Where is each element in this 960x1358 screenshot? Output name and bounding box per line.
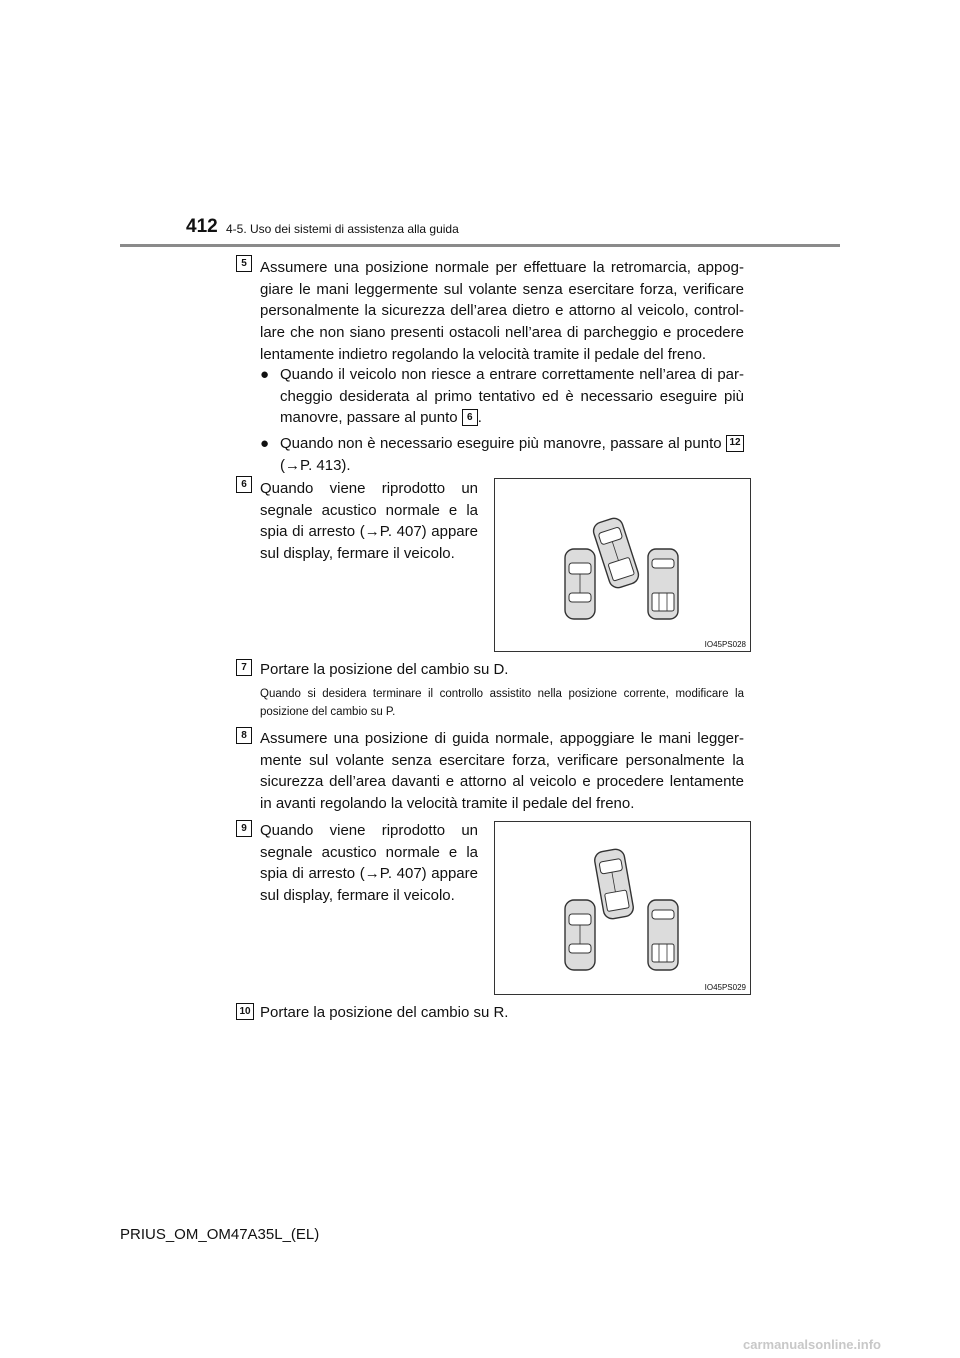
step-5-text: Assumere una posizione normale per effettuare la retromarcia, appoggiare le mani leggermente sul volante senza esercitare forza, verificare personalmente la sicurezza dell’area dietro e attorno al veicolo, controllare che non siano presenti ostacoli nell’area di parcheggio e procedere lentamente indietro regolando la velocità tramite il pedale del freno. (260, 259, 744, 363)
step-ref-6[interactable]: 6 (462, 409, 478, 426)
section-title: 4-5. Uso dei sistemi di assistenza alla guida (226, 222, 459, 236)
bullet-1-text: Quando il veicolo non riesce a entrare correttamente nell’area di parcheggio desiderata al primo tentativo ed è necessario eseguire più manovre, passare al punto (280, 366, 744, 427)
watermark: carmanualsonline.info (743, 1337, 881, 1352)
figure-code: IO45PS029 (704, 983, 746, 992)
step-badge-8: 8 (236, 727, 252, 744)
parked-car-right-icon (648, 549, 678, 619)
step-5-bullets (260, 364, 744, 477)
step-badge-6: 6 (236, 476, 252, 493)
bullet-2-end: (→P. 413). (280, 456, 351, 474)
step-6-text: Quando viene riprodotto un segnale acustico normale e la spia di arresto (→P. 407) appare sul display, fermare il veicolo. (260, 480, 478, 563)
step-10-text: Portare la posizione del cambio su R. (260, 1004, 509, 1021)
maneuvering-car-icon (591, 516, 641, 590)
figure-parking-reverse (494, 478, 751, 652)
bullet-2-text: Quando non è necessario eseguire più manovre, passare al punto (280, 435, 722, 453)
step-9-text: Quando viene riprodotto un segnale acustico normale e la spia di arresto (→P. 407) appare sul display, fermare il veicolo. (260, 822, 478, 905)
bullet-dot: ● (260, 366, 270, 383)
step-badge-5: 5 (236, 255, 252, 272)
parked-car-right-icon (648, 900, 678, 970)
bullet-1-end: . (477, 409, 482, 427)
parked-car-left-icon (565, 900, 595, 970)
cars-illustration (495, 822, 750, 994)
cars-illustration (495, 479, 750, 651)
step-badge-7: 7 (236, 659, 252, 676)
bullet-dot: ● (260, 435, 270, 453)
header-rule (120, 244, 840, 247)
step-7-text: Portare la posizione del cambio su D. (260, 661, 509, 678)
parked-car-left-icon (565, 549, 595, 619)
figure-parking-forward (494, 821, 751, 995)
document-id: PRIUS_OM_OM47A35L_(EL) (120, 1226, 320, 1243)
page-number: 412 (186, 216, 218, 237)
step-8-text: Assumere una posizione di guida normale, appoggiare le mani leggermente sul volante senza esercitare forza, verificare personalmente la sicurezza dell’area davanti e attorno al veicolo e procedere lentamente in avanti regolando la velocità tramite il pedale del freno. (260, 730, 744, 813)
bullet-1 (260, 364, 744, 429)
figure-code: IO45PS028 (704, 640, 746, 649)
maneuvering-car-icon (593, 848, 634, 920)
bullet-2 (260, 433, 744, 476)
step-badge-9: 9 (236, 820, 252, 837)
step-ref-12[interactable]: 12 (726, 435, 744, 452)
step-7-note: Quando si desidera terminare il controllo assistito nella posizione corrente, modificare la posizione del cambio su P. (260, 688, 744, 718)
step-badge-10: 10 (236, 1003, 254, 1020)
